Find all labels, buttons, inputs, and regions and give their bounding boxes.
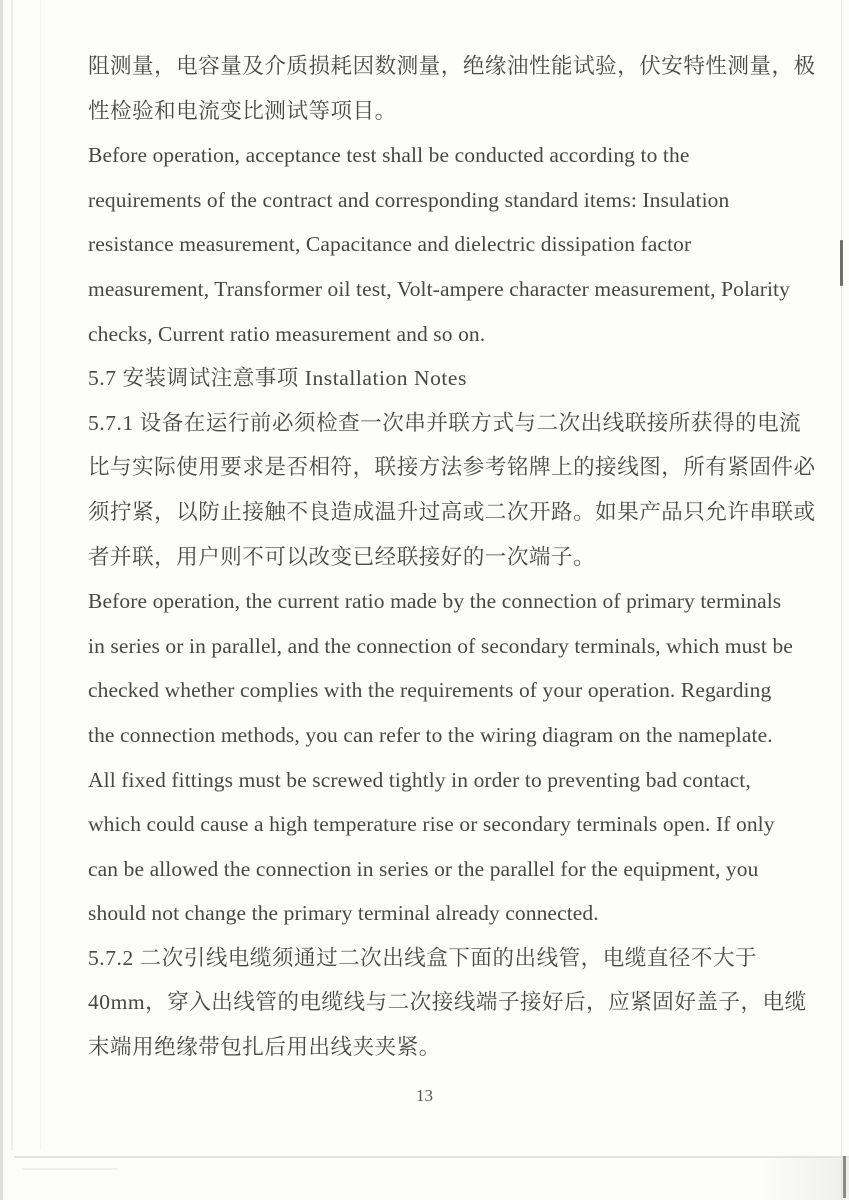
page-number: 13: [416, 1086, 433, 1105]
text-line: 末端用绝缘带包扎后用出线夹夹紧。: [88, 1035, 441, 1060]
scan-bottom-right-shadow: [760, 1158, 849, 1200]
scan-edge-streak: [0, 0, 3, 1200]
scan-right-edge-mark: [840, 240, 843, 286]
section-heading: 5.7 安装调试注意事项 Installation Notes: [88, 366, 467, 391]
text-line: should not change the primary terminal already connected.: [88, 901, 599, 926]
scan-bottom-shadow-line: [14, 1156, 849, 1158]
text-line: in series or in parallel, and the connection of secondary terminals, which must be: [88, 633, 793, 658]
text-line: 5.7.1 设备在运行前必须检查一次串并联方式与二次出线联接所获得的电流: [88, 410, 802, 435]
text-line: 阻测量，电容量及介质损耗因数测量，绝缘油性能试验，伏安特性测量，极: [88, 54, 816, 78]
text-line: measurement, Transformer oil test, Volt-ampere character measurement, Polarity: [88, 276, 790, 301]
text-line: 须拧紧，以防止接触不良造成温升过高或二次开路。如果产品只允许串联或: [88, 499, 816, 524]
text-line: 40mm，穿入出线管的电缆线与二次接线端子接好后，应紧固好盖子，电缆: [88, 990, 807, 1015]
text-line: 比与实际使用要求是否相符，联接方法参考铭牌上的接线图，所有紧固件必: [88, 455, 816, 480]
text-line: can be allowed the connection in series or the parallel for the equipment, you: [88, 856, 759, 881]
text-line: requirements of the contract and corresponding standard items: Insulation: [88, 187, 730, 212]
text-line: Before operation, acceptance test shall be conducted according to the: [88, 143, 690, 168]
text-line: checks, Current ratio measurement and so on.: [88, 321, 486, 346]
scan-edge-streak: [40, 0, 41, 1150]
text-line: 性检验和电流变比测试等项目。: [88, 98, 397, 123]
text-line: All fixed fittings must be screwed tightly in order to preventing bad contact,: [88, 767, 751, 792]
text-line: 5.7.2 二次引线电缆须通过二次出线盒下面的出线管，电缆直径不大于: [88, 945, 758, 970]
text-line: resistance measurement, Capacitance and dielectric dissipation factor: [88, 232, 692, 257]
text-line: which could cause a high temperature rise or secondary terminals open. If only: [88, 812, 775, 837]
scan-right-edge-line: [841, 0, 842, 1200]
document-text-block: [88, 44, 816, 1070]
text-line: 者并联，用户则不可以改变已经联接好的一次端子。: [88, 544, 596, 569]
scan-bottom-left-mark: [22, 1168, 117, 1170]
text-line: Before operation, the current ratio made by the connection of primary terminals: [88, 589, 782, 614]
text-line: the connection methods, you can refer to the wiring diagram on the nameplate.: [88, 722, 773, 747]
text-line: checked whether complies with the requirements of your operation. Regarding: [88, 678, 772, 703]
scan-edge-streak: [11, 0, 13, 1150]
scan-bottom-right-edge-line: [843, 1156, 846, 1198]
